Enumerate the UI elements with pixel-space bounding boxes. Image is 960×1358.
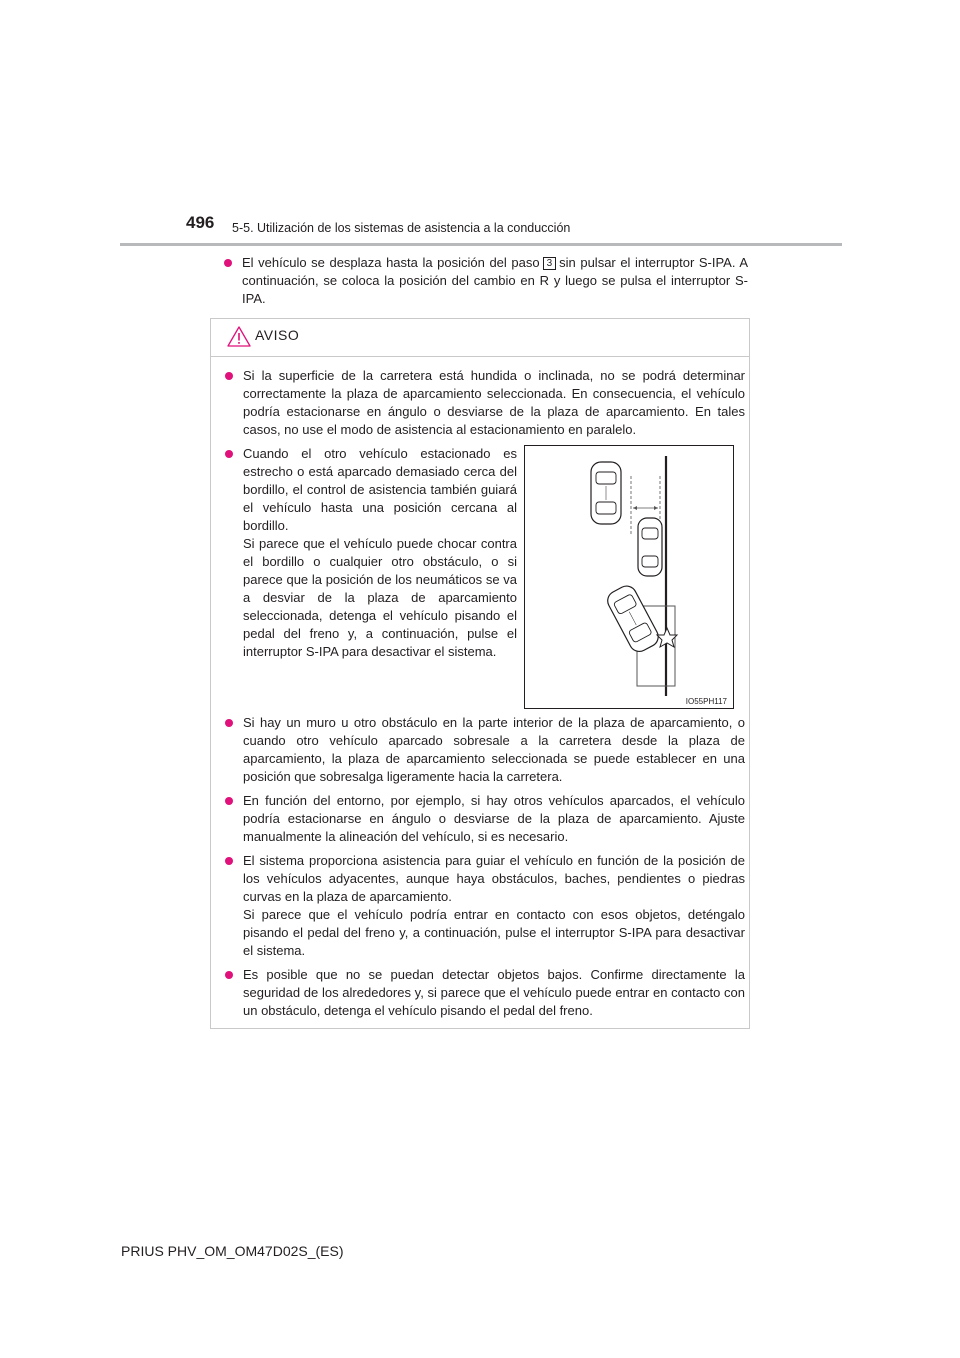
list-item	[225, 367, 745, 439]
list-item	[225, 714, 745, 786]
document-code: PRIUS PHV_OM_OM47D02S_(ES)	[121, 1243, 344, 1259]
warning-box	[210, 318, 750, 1029]
list-item	[224, 254, 748, 308]
bullet-icon	[225, 719, 233, 727]
intro-text-before: El vehículo se desplaza hasta la posición del paso	[242, 255, 540, 270]
page-number: 496	[186, 213, 215, 232]
warning-item-text: Es posible que no se puedan detectar objetos bajos. Confirme directamente la seguridad de los alrededores y, si parece que el vehículo puede entrar en contacto con un obstáculo, detenga el vehículo pisando el pedal del freno.	[243, 967, 745, 1018]
warning-header	[211, 319, 749, 357]
bullet-icon	[225, 372, 233, 380]
warning-item-text: Si parece que el vehículo podría entrar en contacto con esos objetos, deténgalo pisando el pedal del freno y, a continuación, pulse el interruptor S-IPA para desactivar el sistema.	[243, 907, 745, 958]
warning-item-text: Si la superficie de la carretera está hundida o inclinada, no se podrá determinar correctamente la plaza de aparcamiento seleccionada. En consecuencia, el vehículo podría estacionarse en ángulo o desviarse de la plaza de aparcamiento. En tales casos, no use el modo de asistencia al estacionamiento en paralelo.	[243, 368, 745, 437]
step-number-badge: 3	[543, 257, 557, 270]
warning-list-figure-side	[225, 445, 517, 661]
list-item	[225, 852, 745, 960]
list-item	[225, 966, 745, 1020]
warning-item-text: El sistema proporciona asistencia para guiar el vehículo en función de la posición de los vehículos adyacentes, aunque haya obstáculos, baches, pendientes o piedras curvas en la plaza de aparcamiento.	[243, 853, 745, 904]
bullet-icon	[225, 857, 233, 865]
list-item	[225, 445, 517, 661]
bullet-icon	[225, 797, 233, 805]
warning-item-text: Cuando el otro vehículo estacionado es estrecho o está aparcado demasiado cerca del bordillo, el control de asistencia también guiará el vehículo hasta una posición cercana al bordillo.	[243, 446, 517, 533]
warning-list-bottom	[225, 714, 745, 1026]
bullet-icon	[225, 450, 233, 458]
figure-code: IO55PH117	[685, 697, 727, 706]
warning-item-text: Si parece que el vehículo puede chocar contra el bordillo o cualquier otro obstáculo, o si parece que la posición de los neumáticos se va a desviar de la plaza de aparcamiento seleccionada, detenga el vehículo pisando el pedal del freno y, a continuación, pulse el interruptor S-IPA para desactivar el sistema.	[243, 536, 517, 659]
maneuvering-car-icon	[604, 583, 661, 655]
parking-diagram	[524, 445, 734, 709]
bullet-icon	[224, 259, 232, 267]
parked-car-icon	[591, 462, 621, 524]
parking-illustration	[525, 446, 733, 708]
section-title: 5-5. Utilización de los sistemas de asistencia a la conducción	[232, 221, 571, 235]
bullet-icon	[225, 971, 233, 979]
warning-list-top	[225, 367, 745, 445]
parked-car-narrow-icon	[638, 518, 662, 576]
header-rule	[120, 243, 842, 246]
warning-item-text: En función del entorno, por ejemplo, si hay otros vehículos aparcados, el vehículo podría estacionarse en ángulo o desviarse de la plaza de aparcamiento. Ajuste manualmente la alineación del vehículo, si es necesario.	[243, 793, 745, 844]
warning-label: AVISO	[255, 327, 300, 343]
list-item	[225, 792, 745, 846]
intro-text-after: sin pulsar el interruptor S-IPA. A continuación, se coloca la posición del cambio en R y luego se pulsa el interruptor S-IPA.	[242, 255, 749, 306]
intro-paragraph	[224, 254, 748, 308]
warning-item-text: Si hay un muro u otro obstáculo en la parte interior de la plaza de aparcamiento, o cuando otro vehículo aparcado sobresale a la carretera desde la plaza de aparcamiento, la plaza de aparcamiento seleccionada se puede establecer en una posición que sobresalga ligeramente hacia la carretera.	[243, 715, 745, 784]
warning-triangle-icon	[227, 326, 251, 347]
